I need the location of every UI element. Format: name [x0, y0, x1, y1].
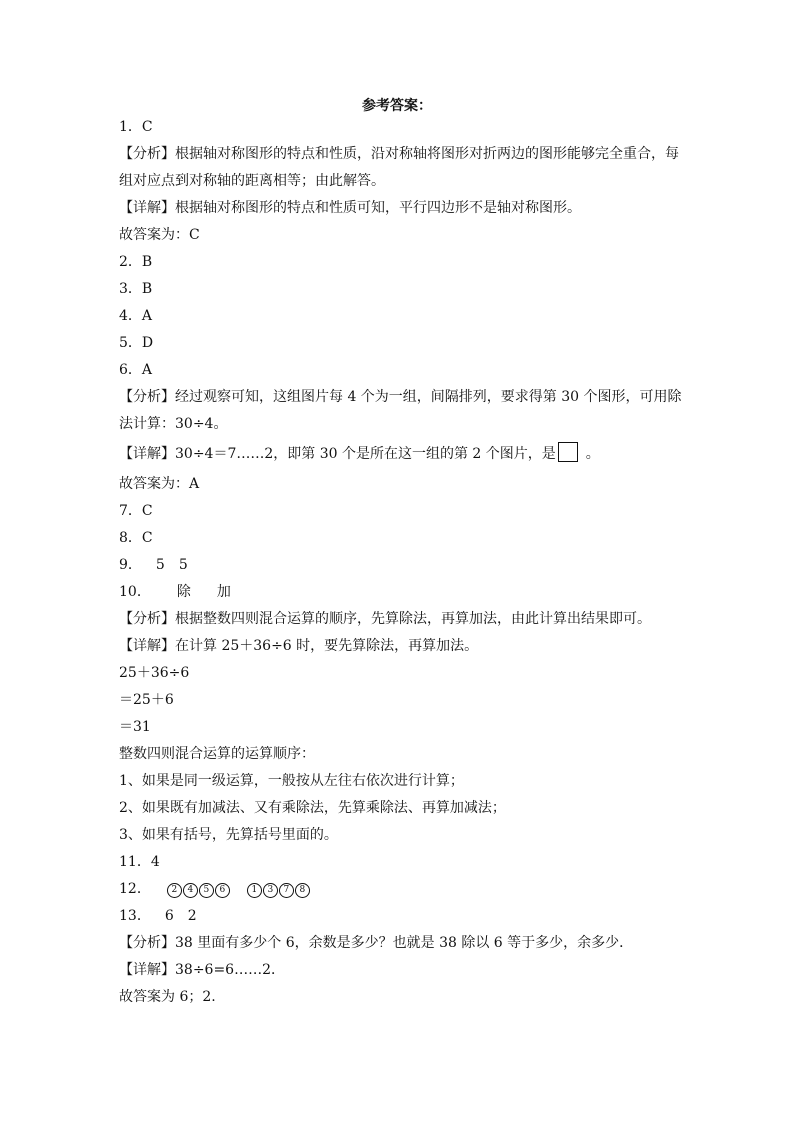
detail-text: 38÷6=6……2． — [175, 962, 285, 978]
final-answer-q13: 故答案为 6；2. — [119, 989, 216, 1005]
analysis-q6 — [119, 384, 689, 438]
answer-q6: 6．A — [119, 362, 153, 378]
analysis-label: 【分析】 — [119, 935, 175, 951]
circled-number: 2 — [167, 883, 182, 898]
analysis-text: 38 里面有多少个 6，余数是多少？也就是 38 除以 6 等于多少，余多少． — [175, 935, 634, 951]
detail-q10 — [119, 633, 689, 660]
circled-group-a — [167, 876, 231, 903]
analysis-label: 【分析】 — [119, 389, 175, 405]
blank-answer-1: 5 — [155, 557, 165, 573]
circled-number: 7 — [279, 883, 294, 898]
detail-q13 — [119, 957, 689, 984]
page-title: 参考答案： — [362, 98, 432, 114]
answer-q5: 5．D — [119, 335, 154, 351]
rule-item-3: 3、如果有括号，先算括号里面的。 — [119, 827, 338, 843]
blank-answer-2: 2 — [187, 908, 197, 924]
detail-q1 — [119, 195, 689, 222]
analysis-text: 根据轴对称图形的特点和性质，沿对称轴将图形对折两边的图形能够完全重合，每组对应点到对称轴的距离相等；由此解答。 — [119, 146, 679, 189]
rule-title: 整数四则混合运算的运算顺序： — [119, 746, 315, 762]
analysis-label: 【分析】 — [119, 146, 175, 162]
detail-q6 — [119, 441, 689, 468]
blank-answer-2: 5 — [178, 557, 188, 573]
answer-q10 — [119, 579, 689, 606]
question-number: 12． — [119, 881, 151, 897]
circled-number: 4 — [183, 883, 198, 898]
blank-answer-1: 除 — [176, 584, 191, 600]
answer-q13 — [119, 903, 689, 930]
calc-step-3: ＝31 — [119, 719, 151, 735]
calc-step-1: 25＋36÷6 — [119, 665, 190, 681]
circled-group-b — [247, 876, 311, 903]
final-answer-q6: 故答案为：A — [119, 476, 200, 492]
blank-answer-1: 6 — [164, 908, 174, 924]
circled-number: 6 — [215, 883, 230, 898]
answer-q12 — [119, 876, 689, 903]
answer-q3: 3．B — [119, 281, 153, 297]
answer-q7: 7．C — [119, 503, 153, 519]
answer-q11: 11．4 — [119, 854, 160, 870]
detail-end: 。 — [585, 446, 600, 462]
circled-number: 3 — [263, 883, 278, 898]
detail-label: 【详解】 — [119, 200, 175, 216]
answer-q2: 2．B — [119, 254, 153, 270]
rule-item-1: 1、如果是同一级运算，一般按从左往右依次进行计算； — [119, 773, 464, 789]
analysis-label: 【分析】 — [119, 611, 175, 627]
detail-text: 在计算 25＋36÷6 时，要先算除法，再算加法。 — [175, 638, 479, 654]
detail-label: 【详解】 — [119, 962, 175, 978]
rule-item-2: 2、如果既有加减法、又有乘除法，先算乘除法、再算加减法； — [119, 800, 506, 816]
detail-text: 30÷4＝7……2，即第 30 个是所在这一组的第 2 个图片，是 — [175, 446, 556, 462]
detail-label: 【详解】 — [119, 638, 175, 654]
analysis-q1 — [119, 141, 689, 195]
answer-content — [119, 114, 689, 1011]
answer-q1: 1．C — [119, 119, 153, 135]
final-answer-q1: 故答案为：C — [119, 227, 200, 243]
detail-text: 根据轴对称图形的特点和性质可知，平行四边形不是轴对称图形。 — [175, 200, 581, 216]
circled-number: 1 — [247, 883, 262, 898]
circled-number: 8 — [295, 883, 310, 898]
square-shape-icon — [558, 442, 578, 462]
analysis-q10 — [119, 606, 689, 633]
question-number: 13． — [119, 908, 151, 924]
answer-q9 — [119, 552, 689, 579]
answer-q4: 4．A — [119, 308, 153, 324]
detail-label: 【详解】 — [119, 446, 175, 462]
blank-answer-2: 加 — [216, 584, 231, 600]
analysis-q13 — [119, 930, 689, 957]
question-number: 9． — [119, 557, 142, 573]
analysis-text: 经过观察可知，这组图片每 4 个为一组，间隔排列，要求得第 30 个图形，可用除法计算：30÷4。 — [119, 389, 682, 432]
calc-step-2: ＝25＋6 — [119, 692, 174, 708]
circled-number: 5 — [199, 883, 214, 898]
question-number: 10． — [119, 584, 151, 600]
analysis-text: 根据整数四则混合运算的顺序，先算除法，再算加法，由此计算出结果即可。 — [175, 611, 651, 627]
answer-q8: 8．C — [119, 530, 153, 546]
